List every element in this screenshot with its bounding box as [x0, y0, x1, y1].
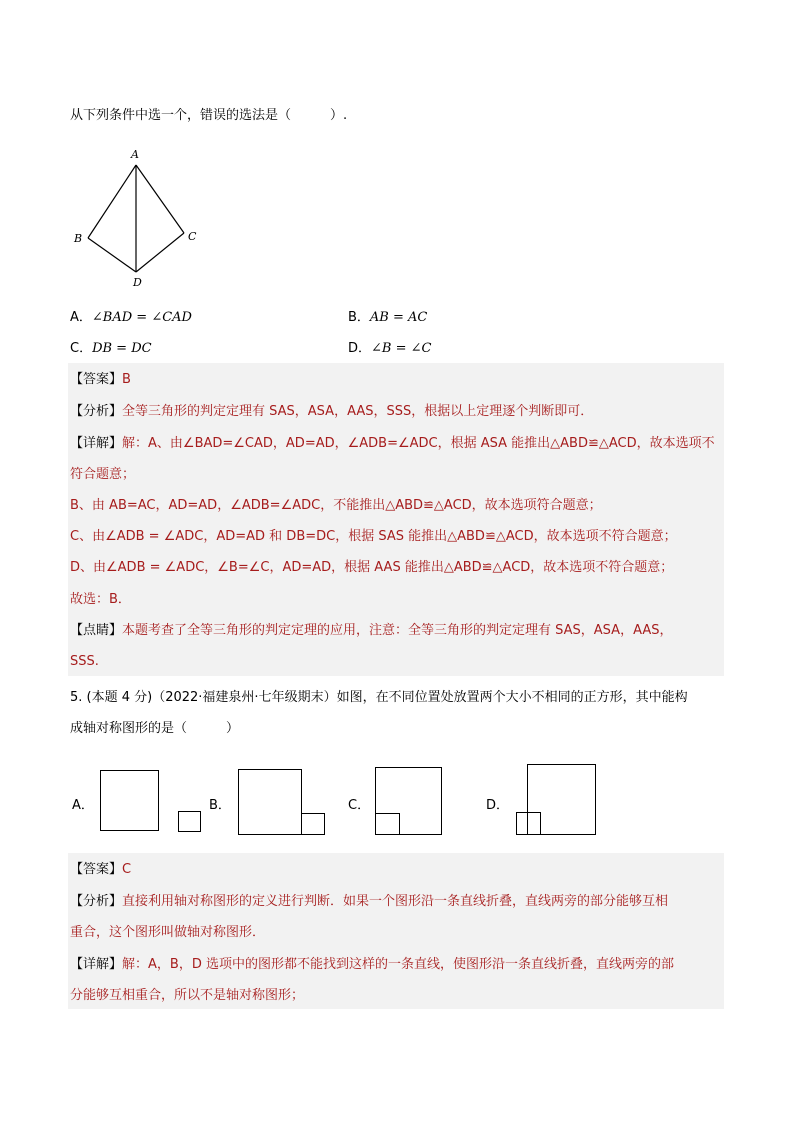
- q5-analysis-line-2: 重合，这个图形叫做轴对称图形．: [70, 925, 266, 940]
- q4-detail-line-1b: 符合题意；: [70, 467, 136, 482]
- q5-answer: 【答案】C: [70, 862, 132, 877]
- label-c: C: [188, 230, 197, 243]
- kite-figure: [80, 150, 220, 290]
- q4-detail-line-4: D、由∠ADB = ∠ADC，∠B=∠C，AD=AD，根据 AAS 能推出△ABD≌△ACD，故本选项不符合题意；: [70, 560, 674, 575]
- q5-analysis: 【分析】直接利用轴对称图形的定义进行判断．如果一个图形沿一条直线折叠，直线两旁的部分能够互相: [70, 894, 669, 909]
- q5-figure-a: [100, 770, 210, 835]
- q4-option-a: A．∠BAD = ∠CAD: [70, 310, 192, 325]
- q5-option-c-letter: C．: [348, 798, 371, 813]
- q4-detail-line-1: 【详解】解：A、由∠BAD=∠CAD，AD=AD，∠ADB=∠ADC，根据 ASA 能推出△ABD≌△ACD，故本选项不: [70, 436, 715, 451]
- q5-stem-line-1: 5. (本题 4 分)（2022·福建泉州·七年级期末）如图，在不同位置处放置两个大小不相同的正方形，其中能构: [70, 690, 688, 705]
- q5-detail: 【详解】解：A，B，D 选项中的图形都不能找到这样的一条直线，使图形沿一条直线折叠，直线两旁的部: [70, 957, 674, 972]
- q5-option-b-letter: B．: [209, 798, 231, 813]
- q4-analysis: 【分析】全等三角形的判定定理有 SAS，ASA，AAS，SSS，根据以上定理逐个判断即可．: [70, 404, 594, 419]
- label-d: D: [133, 276, 142, 289]
- q4-comment: 【点睛】本题考查了全等三角形的判定定理的应用，注意：全等三角形的判定定理有 SAS，ASA，AAS，: [70, 623, 673, 638]
- q5-figure-d: [516, 764, 598, 838]
- q5-stem-line-2: 成轴对称图形的是（ ）: [70, 721, 240, 736]
- q5-figure-c: [375, 767, 445, 837]
- q4-detail-line-2: B、由 AB=AC，AD=AD，∠ADB=∠ADC，不能推出△ABD≌△ACD，故本选项符合题意；: [70, 498, 602, 513]
- q4-option-d: D．∠B = ∠C: [348, 341, 432, 356]
- q4-answer: 【答案】B: [70, 372, 131, 387]
- q5-option-a-letter: A．: [72, 798, 94, 813]
- q4-stem: 从下列条件中选一个，错误的选法是（ ）.: [70, 108, 348, 123]
- q5-detail-line-2: 分能够互相重合，所以不是轴对称图形；: [70, 988, 305, 1003]
- q4-option-c: C．DB = DC: [70, 341, 152, 356]
- label-a: A: [131, 148, 139, 161]
- q4-choose: 故选：B．: [70, 592, 131, 607]
- q5-figure-b: [238, 769, 328, 837]
- q4-detail-line-3: C、由∠ADB = ∠ADC，AD=AD 和 DB=DC，根据 SAS 能推出△ABD≌△ACD，故本选项不符合题意；: [70, 529, 677, 544]
- label-b: B: [74, 232, 83, 245]
- q4-option-b: B．AB = AC: [348, 310, 428, 325]
- q5-option-d-letter: D．: [486, 798, 510, 813]
- q4-comment-line-2: SSS.: [70, 654, 99, 669]
